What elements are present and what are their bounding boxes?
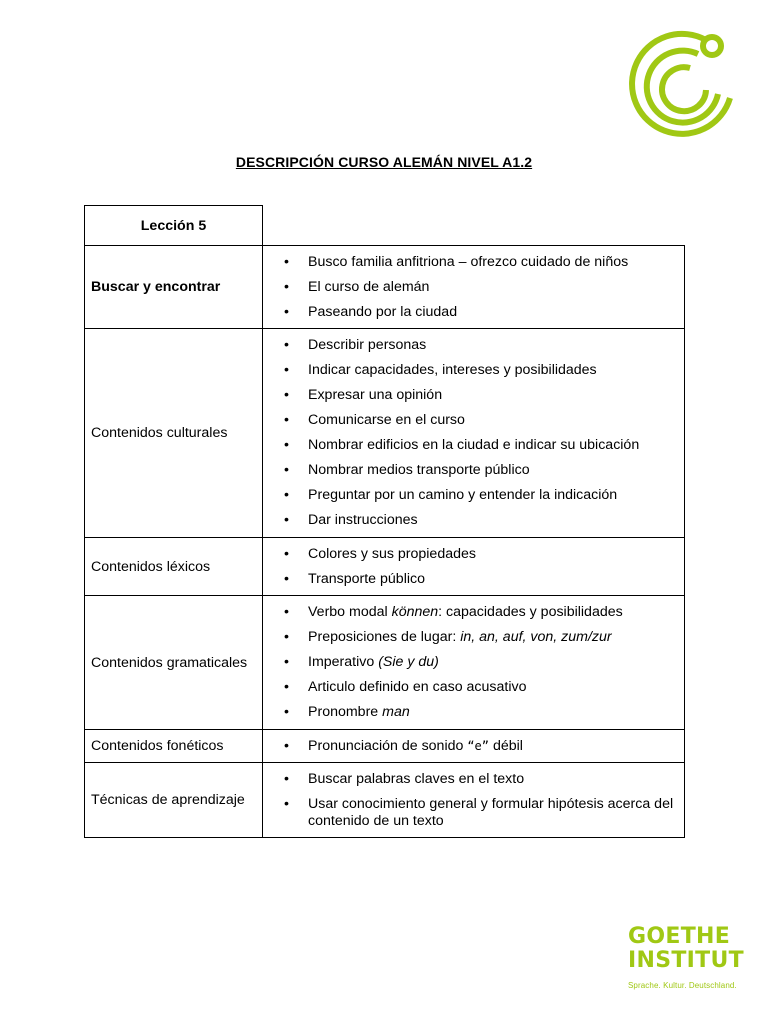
list-item: • Indicar capacidades, intereses y posibilidades [263,362,676,379]
header-empty-cell [263,206,685,246]
lesson-table [84,205,685,838]
row-label: Contenidos fonéticos [85,730,263,763]
list-item: • Usar conocimiento general y formular hipótesis acerca del contenido de un texto [263,796,676,830]
list-item: • Articulo definido en caso acusativo [263,679,676,696]
lesson-header: Lección 5 [85,206,263,246]
item-italic-text: (Sie y du) [378,654,439,670]
list-item [263,704,676,721]
row-content [263,730,685,763]
list-item: • Preguntar por un camino y entender la indicación [263,487,676,504]
list-item: • Colores y sus propiedades [263,546,676,563]
bullet-list [263,771,676,830]
table-row [85,730,685,763]
list-item: • Nombrar medios transporte público [263,462,676,479]
table-row [85,763,685,838]
list-item: • Paseando por la ciudad [263,304,676,321]
item-quoted-text: “e” [467,738,490,753]
bullet-list [263,738,676,755]
bullet-list [263,604,676,721]
document-title: DESCRIPCIÓN CURSO ALEMÁN NIVEL A1.2 [235,154,533,170]
row-content [263,763,685,838]
goethe-institut-logo [628,925,748,990]
table-header-row [85,206,685,246]
table-row [85,329,685,538]
item-text: Verbo modal [308,604,392,620]
item-text: : capacidades y posibilidades [438,604,623,620]
list-item [263,604,676,621]
list-item: • Expresar una opinión [263,387,676,404]
item-text: Imperativo [308,654,379,670]
logo-line-institut: INSTITUT [628,948,744,973]
table-row [85,246,685,329]
row-content [263,538,685,596]
item-text: Pronunciación de sonido [308,737,468,754]
row-label: Contenidos gramaticales [85,596,263,730]
item-text: Preposiciones de lugar: [308,629,461,645]
goethe-circles-logo-icon [626,28,738,140]
list-item: • El curso de alemán [263,279,676,296]
list-item: • Busco familia anfitriona – ofrezco cuidado de niños [263,254,676,271]
bullet-list [263,337,676,529]
list-item [263,654,676,671]
list-item [263,629,676,646]
row-label: Buscar y encontrar [85,246,263,329]
logo-tagline: Sprache. Kultur. Deutschland. [628,981,737,990]
item-text: débil [489,737,523,754]
table-row [85,596,685,730]
list-item: • Transporte público [263,571,676,588]
row-label: Técnicas de aprendizaje [85,763,263,838]
row-content [263,596,685,730]
list-item [263,738,676,755]
item-italic-text: man [382,704,410,720]
logo-line-goethe: GOETHE [628,924,731,949]
bullet-list [263,254,676,321]
list-item: • Buscar palabras claves en el texto [263,771,676,788]
row-label: Contenidos léxicos [85,538,263,596]
row-content [263,246,685,329]
item-italic-text: können [391,604,439,620]
list-item: • Describir personas [263,337,676,354]
list-item: • Nombrar edificios en la ciudad e indicar su ubicación [263,437,676,454]
list-item: • Comunicarse en el curso [263,412,676,429]
list-item: • Dar instrucciones [263,512,676,529]
table-row [85,538,685,596]
row-content [263,329,685,538]
item-text: Pronombre [308,704,383,720]
bullet-list [263,546,676,588]
item-italic-text: in, an, auf, von, zum/zur [460,629,612,645]
row-label: Contenidos culturales [85,329,263,538]
